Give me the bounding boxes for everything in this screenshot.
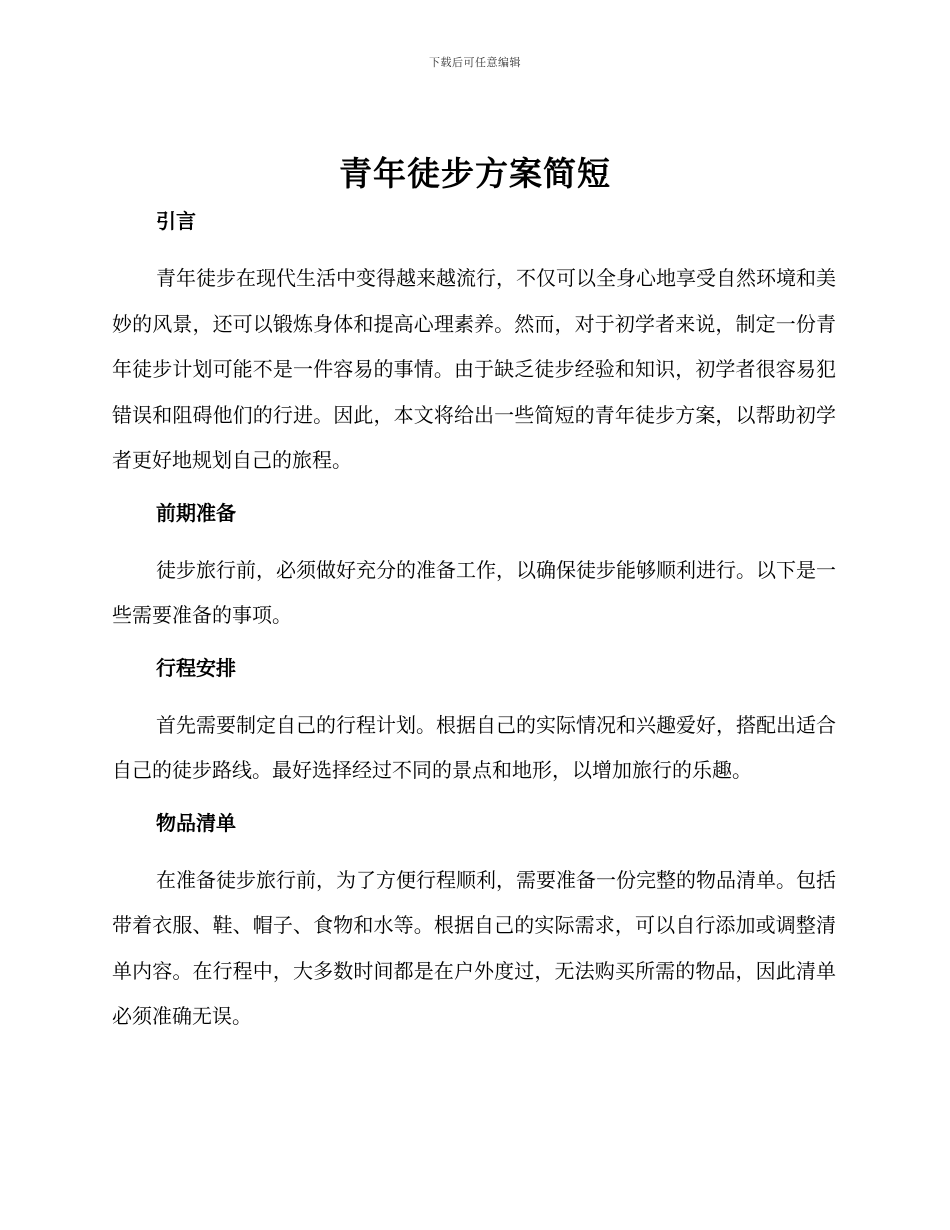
- header-note: 下载后可任意编辑: [429, 56, 521, 69]
- document-title: 青年徒步方案简短: [339, 154, 611, 193]
- section-heading: 前期准备: [156, 500, 236, 525]
- section-heading: 物品清单: [156, 810, 236, 835]
- section-paragraph: 首先需要制定自己的行程计划。根据自己的实际情况和兴趣爱好，搭配出适合自己的徒步路线。最好选择经过不同的景点和地形，以增加旅行的乐趣。: [112, 712, 836, 782]
- section-paragraph: 徒步旅行前，必须做好充分的准备工作，以确保徒步能够顺利进行。以下是一些需要准备的事项。: [112, 557, 836, 627]
- section-heading: 行程安排: [156, 655, 236, 680]
- section-packing-list: [112, 800, 836, 1040]
- section-paragraph: 在准备徒步旅行前，为了方便行程顺利，需要准备一份完整的物品清单。包括带着衣服、鞋、帽子、食物和水等。根据自己的实际需求，可以自行添加或调整清单内容。在行程中，大多数时间都是在户外度过，无法购买所需的物品，因此清单必须准确无误。: [112, 867, 836, 1028]
- section-itinerary: [112, 645, 836, 800]
- section-introduction: [112, 198, 836, 490]
- section-preparation: [112, 490, 836, 645]
- section-heading: 引言: [156, 209, 196, 233]
- document-body: [112, 198, 836, 1040]
- section-paragraph: 青年徒步在现代生活中变得越来越流行，不仅可以全身心地享受自然环境和美妙的风景，还可以锻炼身体和提高心理素养。然而，对于初学者来说，制定一份青年徒步计划可能不是一件容易的事情。由于缺乏徒步经验和知识，初学者很容易犯错误和阻碍他们的行进。因此，本文将给出一些简短的青年徒步方案，以帮助初学者更好地规划自己的旅程。: [112, 266, 836, 472]
